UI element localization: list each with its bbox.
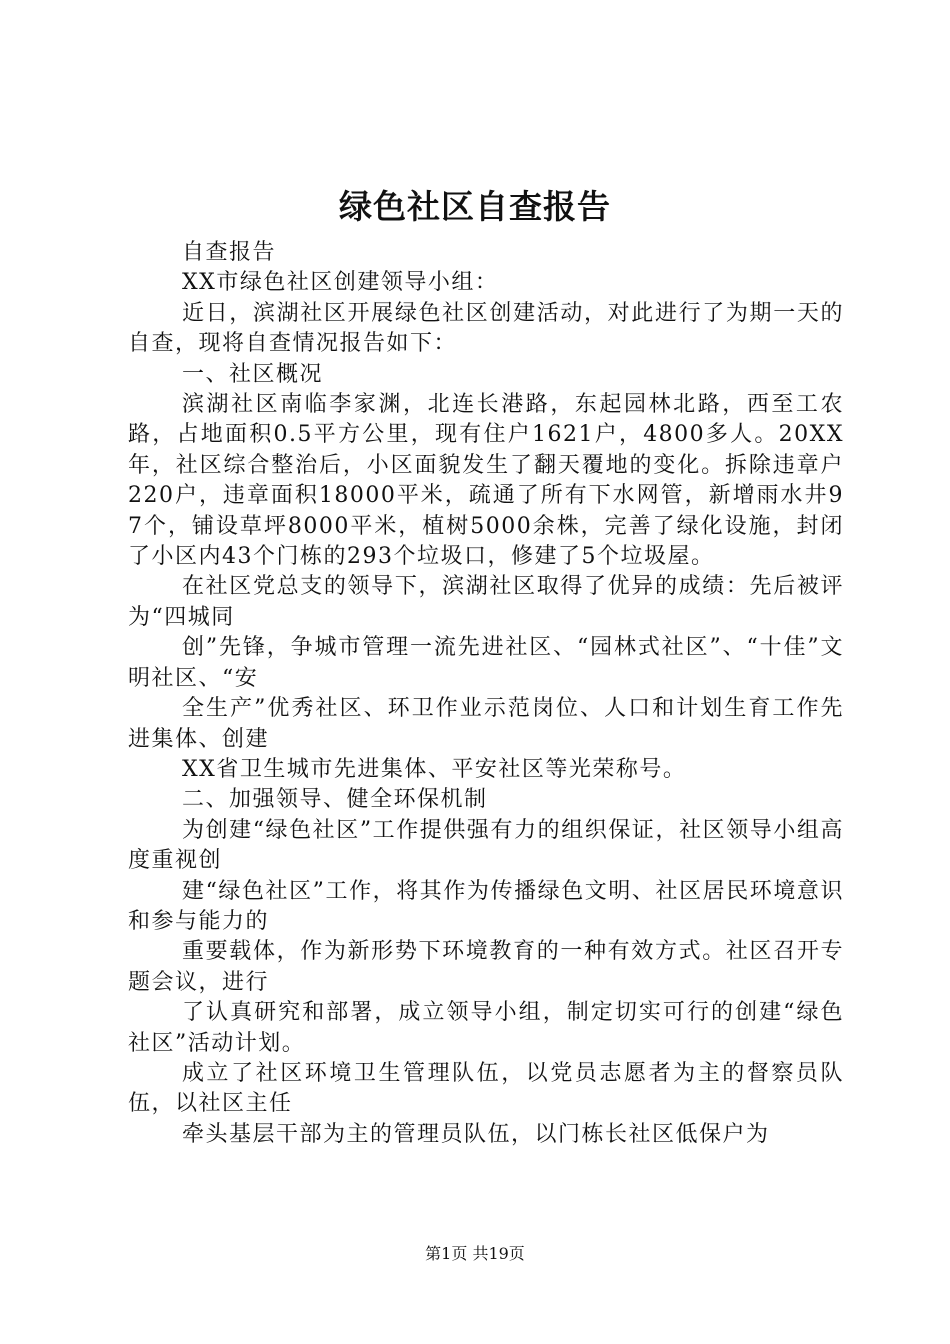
paragraph: 近日，滨湖社区开展绿色社区创建活动，对此进行了为期一天的自查，现将自查情况报告如下： [128, 300, 844, 357]
paragraph: 为创建“绿色社区”工作提供强有力的组织保证，社区领导小组高度重视创 [128, 817, 844, 874]
document-body [128, 238, 844, 1150]
paragraph: XX省卫生城市先进集体、平安社区等光荣称号。 [182, 756, 687, 782]
paragraph: 牵头基层干部为主的管理员队伍，以门栋长社区低保户为 [182, 1121, 770, 1147]
paragraph: 全生产”优秀社区、环卫作业示范岗位、人口和计划生育工作先进集体、创建 [128, 696, 844, 752]
section-heading: 二、加强领导、健全环保机制 [182, 787, 488, 813]
paragraph: 成立了社区环境卫生管理队伍，以党员志愿者为主的督察员队伍，以社区主任 [128, 1060, 844, 1117]
paragraph: 创”先锋，争城市管理一流先进社区、“园林式社区”、“十佳”文明社区、“安 [128, 635, 844, 691]
paragraph: 自查报告 [182, 240, 277, 265]
section-heading: 一、社区概况 [182, 361, 324, 387]
document-title: 绿色社区自查报告 [339, 187, 611, 226]
page-number-footer: 第1页 共19页 [425, 1244, 525, 1263]
paragraph: 建“绿色社区”工作，将其作为传播绿色文明、社区居民环境意识和参与能力的 [128, 878, 844, 934]
paragraph: 了认真研究和部署，成立领导小组，制定切实可行的创建“绿色社区”活动计划。 [128, 1000, 844, 1056]
paragraph: 在社区党总支的领导下，滨湖社区取得了优异的成绩：先后被评为“四城同 [128, 574, 844, 630]
paragraph: 重要载体，作为新形势下环境教育的一种有效方式。社区召开专题会议，进行 [128, 939, 844, 995]
paragraph: 滨湖社区南临李家渊，北连长港路，东起园林北路，西至工农路，占地面积0.5平方公里，现有住户1621户，4800多人。20XX年，社区综合整治后，小区面貌发生了翻天覆地的变化。拆除违章户220户，违章面积18000平米，疏通了所有下水网管，新增雨水井97个，铺设草坪8000平米，植树5000余株，完善了绿化设施，封闭了小区内43个门栋的293个垃圾口，修建了5个垃圾屋。 [128, 392, 844, 570]
paragraph: XX市绿色社区创建领导小组： [182, 270, 499, 296]
